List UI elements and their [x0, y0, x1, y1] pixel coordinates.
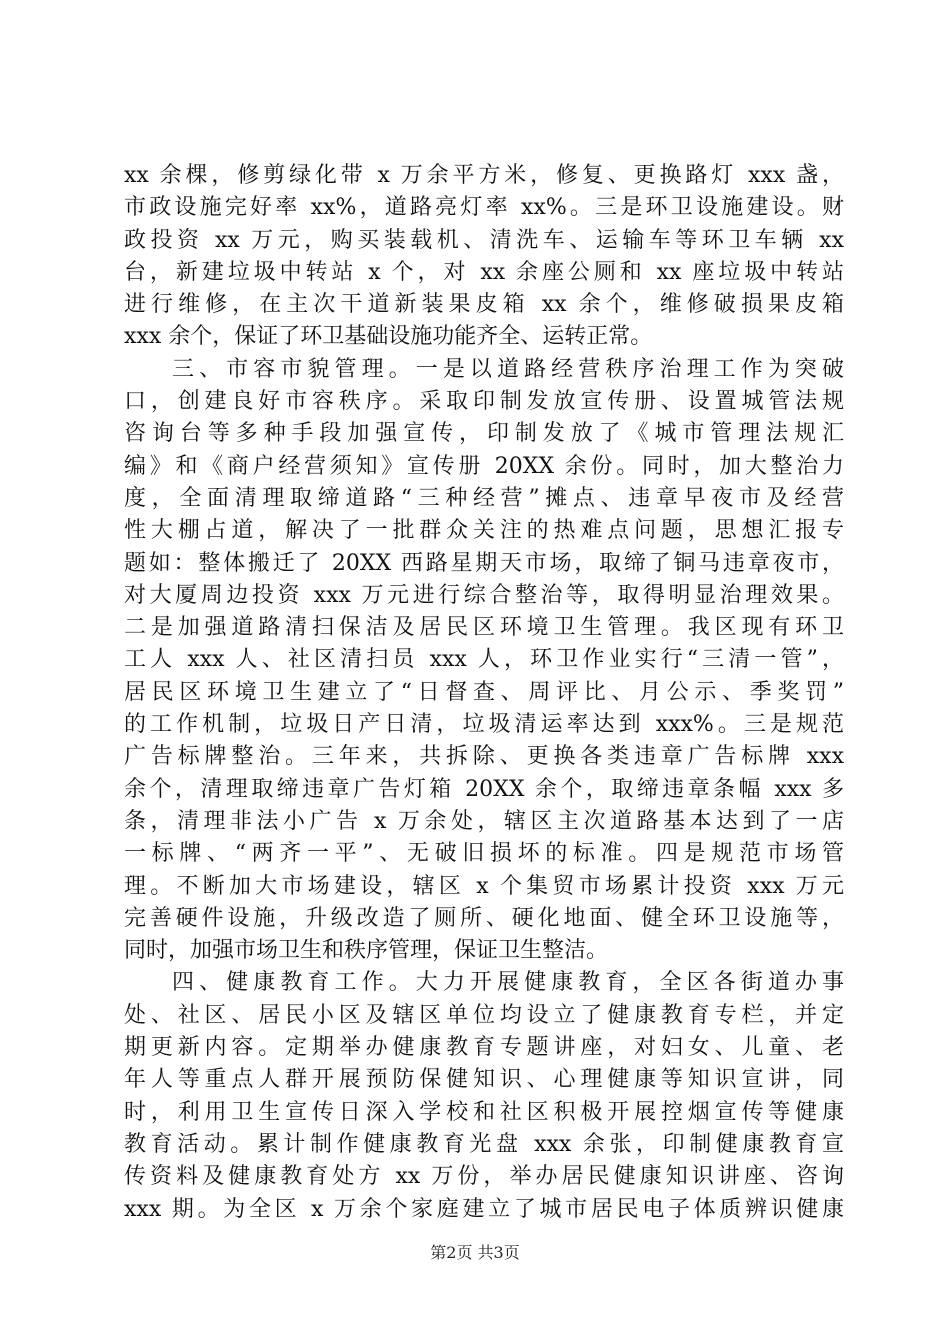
text-line: 完善硬件设施，升级改造了厕所、硬化地面、健全环卫设施等，: [124, 905, 844, 931]
text-line: 理。不断加大市场建设，辖区 x 个集贸市场累计投资 xxx 万元: [124, 873, 844, 899]
text-line: 条，清理非法小广告 x 万余处，辖区主次道路基本达到了一店: [124, 808, 844, 834]
text-line: 居民区环境卫生建立了“日督查、周评比、月公示、季奖罚”: [124, 679, 844, 705]
text-line: 年人等重点人群开展预防保健知识、心理健康等知识宣讲，同: [124, 1067, 844, 1093]
text-line: xxx 余个，保证了环卫基础设施功能齐全、运转正常。: [124, 324, 653, 350]
text-line: 题如：整体搬迁了 20XX 西路星期天市场，取缔了铜马违章夜市，: [124, 550, 844, 576]
text-line: 时，利用卫生宣传日深入学校和社区积极开展控烟宣传等健康: [124, 1099, 844, 1125]
text-line: 台，新建垃圾中转站 x 个，对 xx 余座公厕和 xx 座垃圾中转站: [124, 259, 844, 285]
text-line: xx 余棵，修剪绿化带 x 万余平方米，修复、更换路灯 xxx 盏，: [124, 163, 844, 188]
text-line: 期更新内容。定期举办健康教育专题讲座，对妇女、儿童、老: [124, 1035, 844, 1061]
text-line: 二是加强道路清扫保洁及居民区环境卫生管理。我区现有环卫: [124, 615, 844, 641]
text-line: xxx 期。为全区 x 万余个家庭建立了城市居民电子体质辨识健康: [124, 1196, 844, 1222]
text-line: 余个，清理取缔违章广告灯箱 20XX 余个，取缔违章条幅 xxx 多: [124, 776, 844, 802]
paragraph-start-line: 四、健康教育工作。大力开展健康教育，全区各街道办事: [172, 970, 844, 996]
text-line: 的工作机制，垃圾日产日清，垃圾清运率达到 xxx%。三是规范: [124, 712, 844, 738]
paragraph-start-line: 三、市容市貌管理。一是以道路经营秩序治理工作为突破: [172, 356, 844, 382]
text-line: 性大棚占道，解决了一批群众关注的热难点问题，思想汇报专: [124, 518, 844, 544]
text-line: 咨询台等多种手段加强宣传，印制发放了《城市管理法规汇: [124, 421, 844, 447]
text-line: 进行维修，在主次干道新装果皮箱 xx 余个，维修破损果皮箱: [124, 292, 844, 318]
text-line: 同时，加强市场卫生和秩序管理，保证卫生整洁。: [124, 938, 609, 964]
text-line: 编》和《商户经营须知》宣传册 20XX 余份。同时，加大整治力: [124, 453, 844, 479]
text-line: 度，全面清理取缔道路“三种经营”摊点、违章早夜市及经营: [124, 485, 844, 511]
text-line: 口，创建良好市容秩序。采取印制发放宣传册、设置城管法规: [124, 389, 844, 415]
text-line: 对大厦周边投资 xxx 万元进行综合整治等，取得明显治理效果。: [124, 582, 844, 608]
text-line: 传资料及健康教育处方 xx 万份，举办居民健康知识讲座、咨询: [124, 1164, 844, 1190]
text-line: 工人 xxx 人、社区清扫员 xxx 人，环卫作业实行“三清一管”，: [124, 647, 844, 673]
text-line: 广告标牌整治。三年来，共拆除、更换各类违章广告标牌 xxx: [124, 744, 844, 770]
text-line: 政投资 xx 万元，购买装载机、清洗车、运输车等环卫车辆 xx: [124, 227, 844, 253]
text-line: 教育活动。累计制作健康教育光盘 xxx 余张，印制健康教育宣: [124, 1131, 844, 1157]
page-number-footer: 第2页 共3页: [430, 1243, 520, 1262]
text-line: 市政设施完好率 xx%，道路亮灯率 xx%。三是环卫设施建设。财: [124, 195, 844, 221]
text-line: 一标牌、“两齐一平”、无破旧损坏的标准。四是规范市场管: [124, 841, 844, 867]
text-line: 处、社区、居民小区及辖区单位均设立了健康教育专栏，并定: [124, 1002, 844, 1028]
document-body: [124, 160, 844, 1226]
